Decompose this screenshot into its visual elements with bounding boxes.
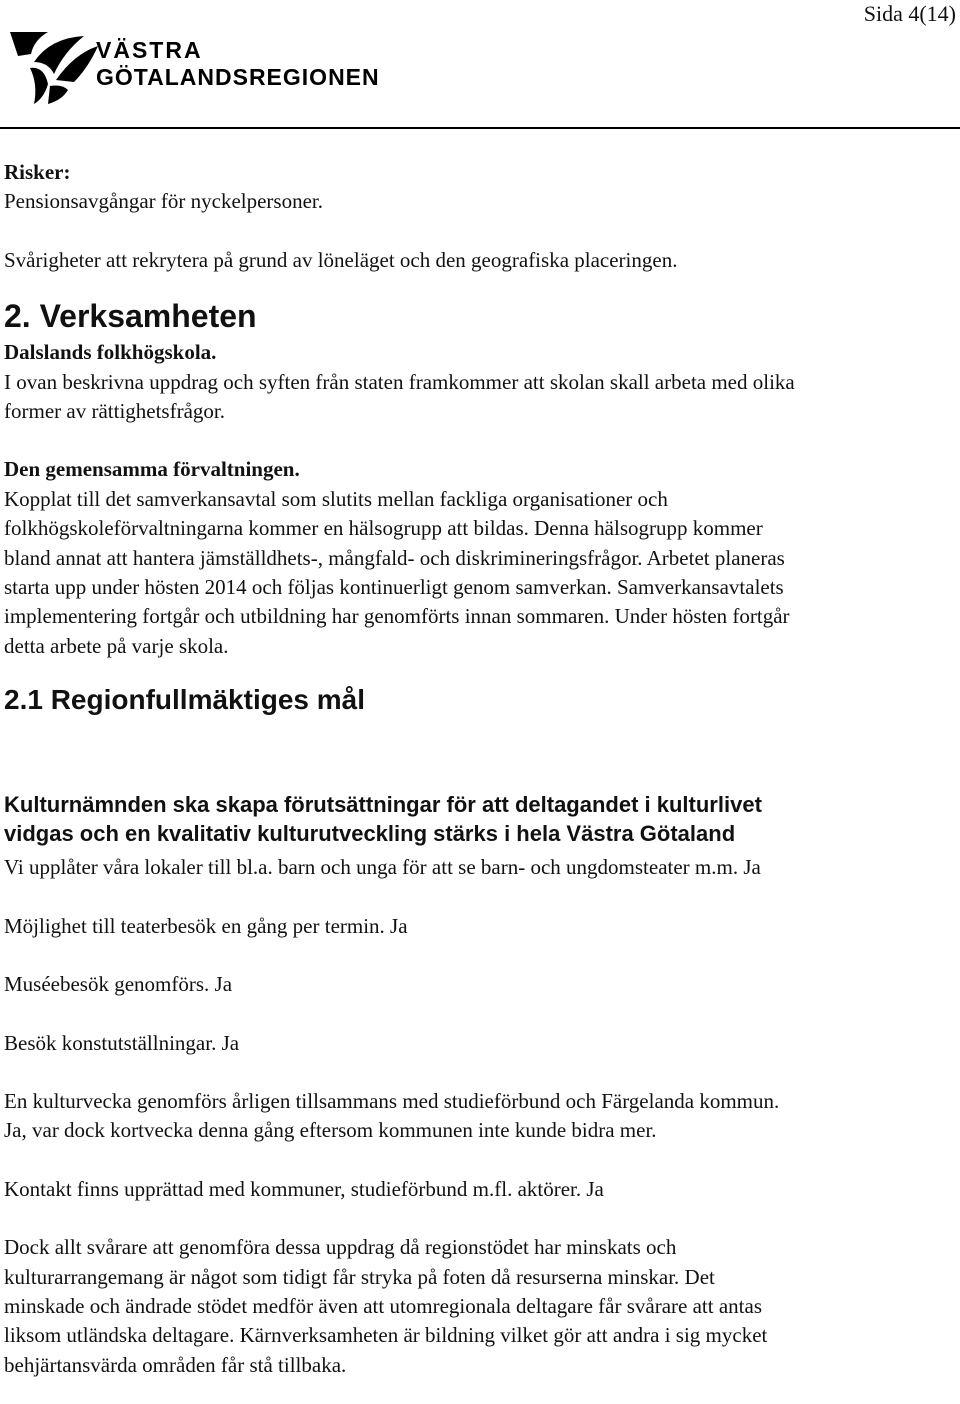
vastra-gotalandsregionen-logo bbox=[4, 24, 404, 108]
paragraph-line: Dock allt svårare att genomföra dessa uppdrag då regionstödet har minskats och bbox=[4, 1235, 677, 1260]
paragraph-line: starta upp under hösten 2014 och följas kontinuerligt genom samverkan. Samverkansavtalets bbox=[4, 575, 784, 600]
page-number: Sida 4(14) bbox=[863, 1, 956, 26]
paragraph-line: liksom utländska deltagare. Kärnverksamheten är bildning vilket gör att andra i sig mycket bbox=[4, 1323, 768, 1348]
goal-statement: Kulturnämnden ska skapa förutsättningar för att deltagandet i kulturlivet bbox=[4, 792, 762, 818]
header-divider bbox=[0, 127, 960, 129]
paragraph-line: Ja, var dock kortvecka denna gång eftersom kommunen inte kunde bidra mer. bbox=[4, 1118, 657, 1143]
paragraph-line: kulturarrangemang är något som tidigt får stryka på foten då resurserna minskar. Det bbox=[4, 1264, 715, 1289]
paragraph-line: En kulturvecka genomförs årligen tillsammans med studieförbund och Färgelanda kommun. bbox=[4, 1088, 780, 1113]
subheading-gemensamma-forvaltningen: Den gemensamma förvaltningen. bbox=[4, 457, 300, 482]
paragraph-line: folkhögskoleförvaltningarna kommer en hälsogrupp att bildas. Denna hälsogrupp kommer bbox=[4, 516, 763, 541]
paragraph-line: implementering fortgår och utbildning har genomförts innan sommaren. Under hösten fortgår bbox=[4, 604, 790, 629]
goal-statement: vidgas och en kvalitativ kulturutveckling stärks i hela Västra Götaland bbox=[4, 821, 736, 847]
section-title-regionfullmaktiges-mal: 2.1 Regionfullmäktiges mål bbox=[4, 684, 365, 716]
paragraph-line: behjärtansvärda områden får stå tillbaka. bbox=[4, 1352, 347, 1377]
logo-emblem bbox=[10, 32, 98, 104]
paragraph-line: former av rättighetsfrågor. bbox=[4, 399, 225, 424]
list-item: Möjlighet till teaterbesök en gång per termin. Ja bbox=[4, 913, 408, 938]
risk-item: Svårigheter att rekrytera på grund av löneläget och den geografiska placeringen. bbox=[4, 247, 678, 272]
list-item: Muséebesök genomförs. Ja bbox=[4, 972, 233, 997]
paragraph-line: minskade och ändrade stödet medför även att utomregionala deltagare får svårare att antas bbox=[4, 1293, 762, 1318]
document-body bbox=[4, 158, 956, 1380]
list-item: Besök konstutställningar. Ja bbox=[4, 1030, 240, 1055]
logo-text-line1: VÄSTRA bbox=[96, 37, 203, 63]
paragraph-line: bland annat att hantera jämställdhets-, mångfald- och diskrimineringsfrågor. Arbetet planeras bbox=[4, 545, 785, 570]
risk-item: Pensionsavgångar för nyckelpersoner. bbox=[4, 189, 323, 214]
logo-text-line2: GÖTALANDSREGIONEN bbox=[96, 64, 380, 90]
list-item: Vi upplåter våra lokaler till bl.a. barn och unga för att se barn- och ungdomsteater m.m. Ja bbox=[4, 855, 761, 880]
section-title-verksamheten: 2. Verksamheten bbox=[4, 298, 257, 335]
paragraph-line: Kopplat till det samverkansavtal som slutits mellan fackliga organisationer och bbox=[4, 486, 668, 511]
paragraph-line: detta arbete på varje skola. bbox=[4, 633, 229, 658]
subheading-dalslands-folkhogskola: Dalslands folkhögskola. bbox=[4, 340, 217, 365]
risks-heading: Risker: bbox=[4, 160, 71, 184]
paragraph-line: I ovan beskrivna uppdrag och syften från staten framkommer att skolan skall arbeta med olika bbox=[4, 369, 795, 394]
list-item: Kontakt finns upprättad med kommuner, studieförbund m.fl. aktörer. Ja bbox=[4, 1176, 604, 1201]
